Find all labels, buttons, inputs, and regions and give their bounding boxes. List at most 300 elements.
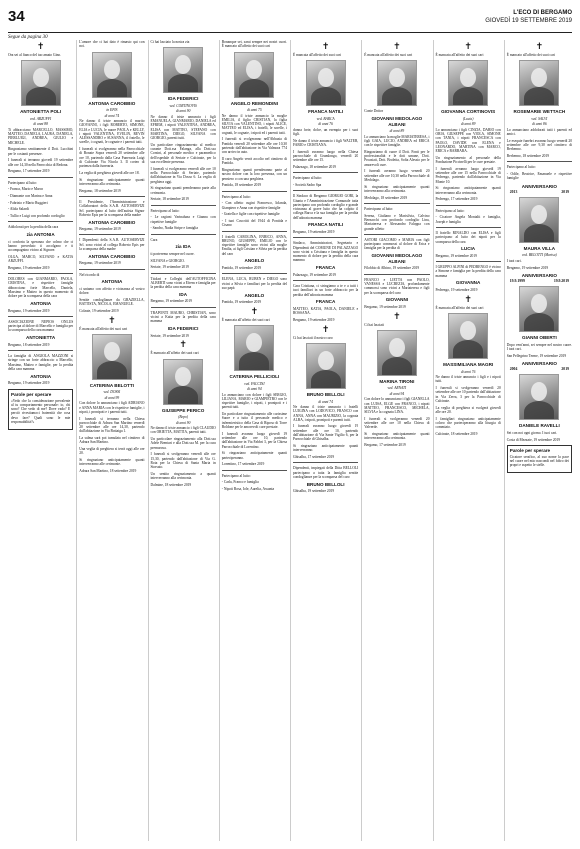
deceased-name: ANTONIA <box>101 279 123 285</box>
notice-text: Bergamo, 19 settembre 2019 <box>293 230 335 234</box>
name-detail: ved. FACCINI <box>244 381 265 386</box>
portrait-photo <box>234 52 274 98</box>
notice-text: La famiglia di ANGIOLA MAZZONI si stringe con un forte abbraccio a Marcello, Massimo, Matteo e famiglie, per la perdita della cara mamma <box>8 354 74 371</box>
box-text: Cicatore serafico, al suo nome la pace nel cuore nel mio nascondi nel foltro dei propri e aspetto le stelle. <box>509 454 569 468</box>
cross-icon: ✝ <box>393 42 401 52</box>
anniversary-years <box>507 190 572 194</box>
notice-text: - Fabrizio e Mario Ruggieri <box>8 200 48 205</box>
portrait-photo <box>377 60 417 106</box>
notice-text: La salma sarà poi tumulata nel cimitero di Adrara San Martino. <box>79 436 145 445</box>
notice-text: San Pellegrino Terme, 19 settembre 2019 <box>506 353 567 358</box>
divider <box>222 191 287 192</box>
deceased-name: IDA <box>179 291 188 297</box>
cross-icon: ✝ <box>464 42 472 52</box>
deceased-name: FRANCA <box>315 265 336 271</box>
divider <box>79 269 144 270</box>
divider <box>364 203 429 204</box>
cross-icon: ✝ <box>108 315 116 326</box>
divider <box>293 280 358 281</box>
notice-text: Bergamo, 18 settembre 2019 <box>8 342 50 347</box>
name-detail: di anni 86 <box>532 122 547 127</box>
divider <box>364 274 429 275</box>
notice-text: Cara Cristiana, ci stringiamo a te e a tutti i tuoi familiari in un forte abbraccio per la perdita dell'adorata mamma <box>293 284 359 297</box>
notice-text: Ne danno il triste annuncio i figli CLAUDIO con ORIETTA, MATTIA, parenti tutti. <box>150 425 216 435</box>
notice-text: - Cicatore Angela Montalti e famiglia, Joseph e famiglia <box>435 215 501 224</box>
notice-text: Pontida, 18 settembre 2019 <box>221 183 262 188</box>
deceased-name: CATERINA PELLICIOLI <box>229 374 280 380</box>
newspaper-name: L'ECO DI BERGAMO <box>513 10 572 16</box>
name-detail: ved. ARZUFFI <box>29 116 52 121</box>
name-detail: di anni 88 <box>33 122 48 127</box>
cross-icon: ✝ <box>464 294 472 305</box>
notice-text: Lo annunciano con dolore i figli SERGIO, LILIANA, MARIO e GIAMPIETRO con le rispettive famiglie, i nipoti, i pronipoti e i parenti tutti. <box>221 392 287 410</box>
column-8 <box>504 40 572 841</box>
name-detail: di anni 90 <box>175 109 191 114</box>
name-detail: ved. ARNATI <box>387 386 407 391</box>
notice-text: È mancata all'affetto dei suoi cari <box>435 305 484 310</box>
notice-text: Nel ricordo di <box>79 272 100 277</box>
column-6 <box>361 40 429 841</box>
notice-text: - Le ragioni Varinaluna e Gianna con rispettive famiglie <box>150 215 216 224</box>
notice-text: Titolari e Colleghi dell'AUTOFFICINA ALBERTI sono vicini a Efrem e famiglia per la perdita della cara mamma <box>150 276 216 290</box>
notice-text: Si ringraziano anticipatamente quanti interverranno alla cerimonia. <box>435 186 501 195</box>
notice-text: - Sandro, Nadia Stripe e famiglia <box>150 226 199 231</box>
notice-text: Sindaco, Amministratori, Segretario e Dipendenti del COMUNE DI PALAZZAGO sono vicini a Cristiana e famiglia in questo momento di dolore per la perdita della cara mamma <box>293 241 359 263</box>
notice-text: - Società Sadro Spa <box>293 182 322 187</box>
divider <box>79 234 144 235</box>
notice-text: È mancata all'affetto dei suoi cari <box>435 53 484 57</box>
deceased-name: ANGELO REMONDINI <box>230 100 278 106</box>
notice-text: Un ringraziamento al personale della Fondazione Piccinelli per le cure prestate. <box>435 155 501 165</box>
notice-text: - Nipoti Rosa, Iole, Aurelia, Assunta <box>221 486 275 491</box>
notice-text: Ci hai lasciato la nostra zia <box>150 40 190 44</box>
deceased-name: MARINA TIRONI <box>379 378 415 384</box>
notice-text: I funerali avranno luogo giovedì 19 settembre alle ore 15 nella Parrocchiale di Pedrengo, partendo dall'abitazione in Via Monte 10. <box>435 166 501 184</box>
divider <box>151 307 216 308</box>
notice-text: Adrara San Martino, 18 settembre 2019 <box>79 469 137 474</box>
notice-text: ASSOCIAZIONE NEPIOS ONLUS partecipa al dolore di Marcello e famiglia per la scomparsa della cara mamma <box>8 319 74 333</box>
notice-text: I funerali si svolgeranno nella Parrocchiale di Bonate Sopra venerdì 20 settembre alle ore 10, partendo dalla Casa Funeraria Luigi di Calcinate Via Nicola 3. Il corteo di partenza dalla funeraria. <box>79 147 145 169</box>
notice-text: Ringraziamo sentitamente il Dott. Lucchini per le costanti presenze. <box>8 147 74 156</box>
portrait-photo <box>519 286 559 332</box>
deceased-name: BRUNO BELLOLI <box>306 481 345 487</box>
notice-text: Partecipano al lutto: <box>364 207 394 211</box>
notice-text: Partecipano al lutto: <box>8 180 37 185</box>
notice-text: Serena, Giuliano e Marisilvia, Calvino Bernacchi con profondo cordoglio Lina, Mariateresa e Alessandro Faloppa con grande affetto <box>364 213 430 231</box>
box-text: «Vedo che la considerazione prevalente al tu comportamento personale: io, chi sono? Che vedo di me? Dove vado? E perciò rivestiamoci fraternità che cosa devo fare? Quali sono le mie responsabilità?» <box>11 398 71 425</box>
anniversary-heading: ANNIVERSARIO <box>521 361 557 366</box>
name-detail: ved. BELOTTI (Marisa) <box>522 253 557 258</box>
notice-text: - Alida Salardi <box>8 207 29 212</box>
name-detail: ved. BARCA <box>316 116 335 121</box>
deceased-name: ANTONIA <box>30 373 52 379</box>
notice-text: Ghisalba, 17 settembre 2019 <box>293 455 335 460</box>
notice-text: I funerali si terranno giovedì 19 settembre alle ore 14,30 nella Parrocchia di Redona. <box>8 158 74 167</box>
notice-text: ELENA, LUCA, RUBEN e DIEGO sono vicini a Silvia e familiari per la perdita del suo papà <box>221 277 287 290</box>
notice-text: Dalmine, 18 settembre 2019 <box>150 482 192 487</box>
notice-text: Seriate, 18 settembre 2019 <box>150 197 189 202</box>
notice-text: Ora sei al fianco del tuo amato Gino. <box>8 53 62 57</box>
parole-per-sperare-box <box>507 445 572 473</box>
name-detail: (Lucia) <box>462 116 474 121</box>
portrait-photo <box>163 359 203 405</box>
notice-text: FRANCO e LIETTA con PAOLO, VANESSA e LUCREZIA, profondamente commossi sono vicini a Mariateresa e figli per la scomparsa del caro <box>364 277 430 295</box>
notice-text: I funerali si svolgeranno nell'Abbazia di Pontida venerdì 20 settembre alle ore 10,30 partendo dall'abitazione in Via Valmora 774 con arrivo in auto. <box>221 137 287 155</box>
notice-text: Ne danno il triste annuncio il marito GIOVANNI, i figli ROBERTO, SIMONE, ELIA e LUCIA, le nuore PAOLA e KELLY, i nipoti VALENTINA, EVELIN, REVIN ALESSANDRO e SUSANNA, il fratello, le sorelle, i cognati, le cognate e i parenti tutti. <box>79 119 145 145</box>
notice-text: Colzate, 19 settembre 2019 <box>79 308 119 313</box>
deceased-name: GIOVANNI <box>385 297 409 303</box>
divider <box>293 190 358 191</box>
notice-text: Medolago, 18 settembre 2019 <box>364 195 408 200</box>
notice-text: Le esequie funebri avranno luogo venerdì 20 settembre alle ore 9,30 nel cimitero di Berbenno. <box>506 138 572 152</box>
notice-text: È mancata all'affetto dei suoi cari <box>364 53 413 57</box>
notice-text: Conte Dottor <box>364 109 384 114</box>
notice-text: Calcinate, 18 settembre 2019 <box>435 431 478 436</box>
notice-text: Bergamo, 18 settembre 2019 <box>79 188 121 193</box>
notice-text: È mancato all'affetto dei suoi cari <box>150 351 199 356</box>
notice-text: Ne danno il triste annuncio i fratelli LUIGINA con LODOVICO, FRANCO con ANNA, ANNA con MAURIZIO, la cognata ALBA, i nipoti, pronipoti e parenti tutti. <box>293 404 359 422</box>
notice-text: - Gratella e figlie con rispettive famiglie <box>221 212 280 217</box>
notice-text: MATTEO, KATIA, PAOLA, DANIELE e ROSSANA. <box>293 306 359 316</box>
deceased-name: GIOVANNI MEDOLAGO ALBANI <box>371 115 423 127</box>
portrait-photo <box>519 197 559 243</box>
name-detail: di anni 74 <box>104 113 120 118</box>
divider <box>8 316 73 317</box>
notice-text: I fratelli CAROLINA, ENRICO, ANNA, BRUNO, GIUSEPPE, EMILIO con le rispettive famiglie sono vicini alla moglie Emilia, ai figli Cristian e Silvia per la perdita del caro <box>221 234 287 256</box>
portrait-photo <box>448 60 488 106</box>
page-number: 34 <box>8 8 25 25</box>
divider <box>507 161 572 162</box>
deceased-name: ANGELO <box>244 258 265 264</box>
notice-text: I funerali avranno luogo giovedì 19 settembre alle ore 10, partendo dall'abitazione di Via Sante Vigilio 6, per la Parrocchiale di Ghisalba. <box>293 424 359 442</box>
name-detail: ved. DOSSI <box>103 390 121 395</box>
column-3 <box>148 40 216 841</box>
notice-text: Si ringraziano anticipatamente quanti parteciperanno. <box>221 451 287 460</box>
notice-text: Costa di Mezzate, 19 settembre 2019 <box>506 437 561 442</box>
notice-text: Ci hai lasciati il nostro caro <box>293 335 333 340</box>
notice-text: Bergamo, 19 settembre 2019 <box>293 317 335 322</box>
deceased-name: ANGELO <box>244 292 265 298</box>
deceased-name: MAURA VILLA <box>523 245 556 251</box>
column-1 <box>8 40 73 841</box>
notice-text: Seriate, 19 settembre 2019 <box>150 265 189 270</box>
cross-icon: ✝ <box>535 42 544 52</box>
notice-text: Con dolore lo annunciano i figli GIANELLA con LUISA, ELGE con FRANCO, i nipoti MATTEO, FRANCESCO, MICHELA, SILVIA e la cognata LINA. <box>364 397 430 415</box>
deceased-name: ROSEMARIE WETTACH <box>513 109 566 115</box>
deceased-name: IDA FEDERICI <box>167 325 199 331</box>
notice-text: Partecipano al lutto: <box>150 208 180 213</box>
name-detail: di anni 90 <box>175 420 191 425</box>
notice-text: OLGA, MARCO, SILVANO e KATIA ARZUFFI. <box>8 254 74 264</box>
notice-text: Partecipano al lutto: <box>506 165 536 170</box>
column-7 <box>433 40 501 841</box>
notice-text: Palazzago, 18 settembre 2019 <box>293 164 336 169</box>
notice-text: Il Presidente, l'Amministrazione e Collaboratori della S.A.B. AUTOSERVIZI Srl. partecipano al lutto dell'autista Signor Roberto Epis per la scomparsa della madre <box>79 200 145 217</box>
notice-text: Ne danno il triste annuncio i figli e i nipoti tutti. <box>435 375 501 384</box>
notice-text: - Con affetto cugini Francesco, Iolanda, Gianpiero e Anna con rispettive famiglie <box>221 201 287 210</box>
notice-text: Ghisalba, 19 settembre 2019 <box>293 489 335 494</box>
notice-text: Partecipano al lutto: <box>435 208 465 213</box>
notice-text: Lo annunciano addolorati tutti i parenti ed amici. <box>506 127 572 136</box>
name-detail: di anni 89 <box>389 129 405 134</box>
notice-text: Partecipano al lutto: <box>221 194 251 199</box>
deceased-name: GIOVANNA <box>455 280 481 286</box>
notice-text: È mancata all'affetto dei suoi cari <box>79 326 128 331</box>
notice-text: Ne danno il triste annuncio i figli EMANUELA, GIANMARIO, DANIELA ed EFREM, i nipoti VALENTINA, ANDREA, ELISA con MATTEO, STEFANO con MARTINA, DIEGO, SILVANA con GIORGIO, parenti tutti. <box>150 114 216 141</box>
notice-text: I GRUPPO ALPINI di PEDRENGO è vicino a Simone e famiglia per la perdita della cara mamma <box>435 265 501 278</box>
cross-icon: ✝ <box>321 42 330 52</box>
name-detail: in EPIS <box>106 108 118 113</box>
notice-text: Si ringraziano anticipatamente quanti interverranno alla cerimonia. <box>364 432 430 441</box>
portrait-photo <box>306 343 346 389</box>
notice-text: Il fratello RINALDO con ELISA e figli partecipano al lutto dei nipoti per la scomparsa della cara <box>435 231 501 244</box>
notice-text: Dipendenti, impiegati della Ditta BELLOLI partecipano a tutta la famiglia sentite condoglianze per la scomparsa del caro <box>293 466 359 479</box>
deceased-name: ANTONIA CAROBBIO <box>88 253 136 259</box>
notice-text: Una veglia di preghiera si terrà oggi alle ore 20. <box>79 447 145 456</box>
notice-text: ti porteremo sempre nel cuore. <box>150 251 195 256</box>
portrait-photo <box>92 52 132 98</box>
notice-text: DOLORES con GIANMARIO, PAOLA, CRISTINA, e rispettive famiglie abbracciano forte Marcello, Daniela, Massimo e Matteo in questo momento di dolore per la scomparsa della cara <box>8 277 74 299</box>
notice-text: Ne danno il triste annuncio la moglie EMILIA, il figlio CRISTIAN, la figlia SILVIA con VALENTINO, i nipoti ALICE, MATTEO ed ELISA, i fratelli, le sorelle, i cognati, le cognate, i nipoti ed i parenti tutti. <box>221 113 287 135</box>
divider <box>364 234 429 235</box>
cross-icon: ✝ <box>179 340 187 351</box>
name-detail: (Bepo) <box>178 415 189 420</box>
divider <box>436 227 501 228</box>
portrait-photo <box>519 60 559 106</box>
divider <box>436 205 501 206</box>
notice-text: I Dipendenti della S.A.B. AUTOSERVIZI Srl. sono vicini al collega Roberto Epis per la scomparsa della madre <box>79 238 145 252</box>
notice-text: Bergamo, 19 settembre 2019 <box>8 308 50 313</box>
continued-from: Segue da pagina 30 <box>8 35 48 40</box>
divider <box>151 273 216 274</box>
cross-icon: ✝ <box>321 324 330 335</box>
notice-text: Un sentito ringraziamento a quanti interverranno alla cerimonia. <box>150 471 216 481</box>
portrait-photo <box>306 60 346 106</box>
notice-text: Cara <box>150 237 158 242</box>
deceased-name: DANIELE RAVELLI <box>519 423 560 429</box>
notice-text: Sei con noi ogni giorno. I tuoi cari. <box>506 430 558 435</box>
anniversary-years <box>507 279 572 283</box>
year-start: 2004 <box>509 367 518 371</box>
deceased-name: BRUNO BELLOLI <box>306 391 345 397</box>
year-start: 19.9.1999 <box>509 278 525 283</box>
notice-text: L'amore che ci hai dato è rimasto qui con noi. <box>79 40 145 49</box>
name-detail: di anni 76 <box>460 369 476 374</box>
notice-text: È mancata all'affetto dei suoi cari <box>221 317 270 322</box>
divider <box>8 273 73 274</box>
divider <box>222 273 287 274</box>
notice-text: I funerali avranno luogo nella Chiesa parrocchiale di Grumlongo, venerdì 20 settembre alle ore 15. <box>293 149 359 163</box>
deceased-name: FRANCA NATILI <box>308 109 344 115</box>
deceased-name: ANTONIA <box>30 301 52 306</box>
notice-text: Bergamo, 19 settembre 2019 <box>79 261 121 266</box>
portrait-photo <box>163 47 203 93</box>
divider <box>293 462 358 463</box>
notice-text: Si ringraziano quanti prenderanno parte alla cerimonia. <box>150 186 216 195</box>
notice-text: Ci hai lasciati <box>364 322 385 327</box>
deceased-name: zia IDA <box>175 244 191 250</box>
notice-text: Bergamo, 17 settembre 2019 <box>8 169 50 174</box>
column-5 <box>290 40 358 841</box>
notice-text: - Franca, Mario e Marco <box>8 187 44 192</box>
notice-text: È mancato all'affetto dei suoi cari <box>506 53 555 57</box>
deceased-name: ANTONIA CAROBBIO <box>88 100 136 106</box>
deceased-name: MASSIMILIANA MAGRI <box>443 362 494 368</box>
notice-text: Bergamo, 19 settembre 2019 <box>506 265 549 270</box>
deceased-name: zia ANTONIA <box>26 231 55 237</box>
notice-text: Bergamo, 19 settembre 2019 <box>8 381 50 386</box>
notice-text: Un particolare ringraziamento al medico curante Dott.ssa Falanga, alla Dott.ssa Corsini, al personale medico e paramedico dell'ospedale di Seriate e Calcinate, per la sua eccellente presenza. <box>150 142 216 165</box>
cross-icon: ✝ <box>250 306 259 317</box>
notice-text: Sentite condoglianze da GRAZIELLA, BATTISTA, NICOLA, EMANUELE. <box>79 297 145 307</box>
notice-text: Palazzago, 19 settembre 2019 <box>293 272 336 277</box>
divider <box>8 177 73 178</box>
anniversary-heading: ANNIVERSARIO <box>521 272 557 278</box>
year-end: 2019 <box>561 367 569 371</box>
notice-text: SILVANA e GIORGIO. <box>150 258 185 263</box>
notice-text: Pontida, 19 settembre 2019 <box>221 266 262 271</box>
anniversary-years <box>507 367 572 371</box>
notice-text: Bonanque sei, sarai sempre nei nostri cuori. È mancato all'affetto dei suoi cari <box>221 40 287 49</box>
notice-text: Seriate, 19 settembre 2019 <box>150 333 189 338</box>
deceased-name: ANTONIETTA <box>26 335 56 341</box>
notice-text: Pedrengo, 19 settembre 2019 <box>435 288 478 293</box>
notice-text: Bergamo, 19 settembre 2019 <box>364 304 406 309</box>
notice-text: Dopo vent'anni, sei sempre nel nostro cuore. I tuoi cari. <box>506 342 572 352</box>
deceased-name: GIOVANNI MEDOLAGO ALBANI <box>371 253 423 264</box>
notice-text: I famigliari ringraziano anticipatamente coloro che parteciperanno alla liturgia di commiato. <box>435 416 501 430</box>
name-detail: ved. SALVI <box>531 116 548 121</box>
page-header <box>8 6 572 33</box>
name-detail: di anni 94 <box>389 391 405 396</box>
notice-text: Ringraziamo di cuore il Dott. Fonti per le professionalità e le doti umane, Dott. Proasiati, Dott. Broletta, Sofia Alessio per le amorevoli cure. <box>364 149 430 167</box>
divider <box>222 470 287 471</box>
notice-text: Con dolore lo annunciano i figli ADRIANO e ANNA MARIA con le rispettive famiglie, i nipoti, i pronipoti e i parenti tutti. <box>79 401 145 414</box>
notice-text: Lo annunciano la moglie MARIATERESA, i figli GAIA, LUCIO, ANDREA ed ERICA con le rispettive famiglie. <box>364 134 430 148</box>
newspaper-masthead <box>485 9 572 25</box>
notice-text: Berbenno, 18 settembre 2019 <box>506 153 550 158</box>
notice-text: Lo annunciano i figli CINZIA, DARIO con ORIA, GIUSEPPE con VIOLA, SIMONE con TANIA, i nipoti FRANCESCA con PAOLO, DAVIDE con ELENA e LEONARDO, MARTINA con MARCO, ERICA e BARBARA. <box>435 127 501 154</box>
divider <box>151 205 216 206</box>
divider <box>293 237 358 238</box>
notice-text: I funerali si svolgeranno venerdì 20 settembre alle ore 10 partendo dall'abitazione in Via Zerra, 3 per la Parrocchiale di Calcinate. <box>435 386 501 403</box>
notice-text: I funerali avranno luogo venerdì 20 settembre alle ore 10,30 nella Parrocchiale di Medolago. <box>364 169 430 183</box>
notice-text: Un particolare ringraziamento alla Dott.ssa Adele Brentari e alla Dott.ssa M. per la cura premurosa. <box>150 436 216 450</box>
notice-text: Bergamo, 17 settembre 2019 <box>364 443 406 448</box>
notice-text: Pontida, 19 settembre 2019 <box>221 300 262 305</box>
notice-text: Pedrengo, 17 settembre 2019 <box>435 197 478 202</box>
notice-text: I funerali si svolgeranno venerdì alle ore 10 nella Parrocchiale di Seriate, partendo dall'abitazione in Via Dosso 6. La veglia di preghiera oggi. <box>150 166 216 184</box>
portrait-photo <box>92 334 132 380</box>
portrait-photo <box>234 325 274 371</box>
notice-text: Bergamo, 19 settembre 2019 <box>8 265 50 270</box>
divider <box>151 234 216 235</box>
portrait-photo <box>519 374 559 420</box>
portrait-photo <box>21 60 61 106</box>
deceased-name: LUCIA <box>461 246 476 252</box>
notice-text: Ne danno il triste annuncio i figli WALTER, FABIO e CRISTIANA. <box>293 138 359 147</box>
notice-text: - Odile, Beatrice, Emanuele e rispettive famiglie <box>506 171 572 181</box>
name-detail: di anni 74 <box>318 399 333 404</box>
notice-text: Lorentino, 17 settembre 2019 <box>221 462 265 467</box>
divider <box>436 261 501 262</box>
notice-text: Partecipano al lutto: <box>293 176 322 181</box>
name-detail: di anni 76 <box>318 122 333 127</box>
notice-text: Si ringraziano anticipatamente quanti interverranno alla cerimonia. <box>79 177 145 187</box>
notice-text: Il Sindaco di Bergamo GIORGIO GORI, la Giunta e l'Amministrazione Comunale tutta partecipano con profondo cordoglio e grande vicinanza al grave lutto che ha colpito il collega Barca e la sua famiglia per la perdita dell'adorata mamma <box>293 194 359 220</box>
box-title: Parole per sperare <box>11 391 52 397</box>
notice-text: donna forte, dolce, un esempio per i suoi figli. <box>293 127 359 136</box>
deceased-name: GIUSEPPE PERICO <box>161 407 205 413</box>
deceased-name: CATERINA BELOTTI <box>89 382 134 388</box>
name-detail: di anni 89 <box>460 122 476 127</box>
notice-text: - I tuoi Coscritti del 1944 di Pontida e Cisano <box>221 218 287 228</box>
notice-text: Si ringraziano anticipatamente quanti interverranno alla cerimonia. <box>364 184 430 194</box>
divider <box>293 172 358 173</box>
notice-text: Un particolare ringraziamento alle carissime Suore e a tutto il personale medico e infermieristico della Casa di Riposo di Torre Boldone per le amorevoli cure prestate. <box>221 412 287 430</box>
deceased-name: GIOVANNA CORTINOVIS <box>441 109 496 115</box>
deceased-name: FRANCA NATILI <box>308 222 344 228</box>
deceased-name: GIANNI OBERTI <box>522 335 557 341</box>
name-detail: di anni 75 <box>247 108 262 113</box>
cross-icon: ✝ <box>36 42 45 52</box>
obituary-columns <box>8 40 572 841</box>
portrait-photo <box>448 313 488 359</box>
cross-icon: ✝ <box>393 311 401 322</box>
notice-text: Si ringraziano anticipatamente quanti interverranno. <box>293 444 359 453</box>
portrait-photo <box>377 330 417 376</box>
notice-text: - Carla, Franco e famiglia <box>221 480 259 485</box>
notice-text: Bergamo, 19 settembre 2019 <box>435 253 477 258</box>
notice-text: ci conforta la speranza che colmo che ci hanno preceduto ti accolgano e ti accompagnino vicino al Signore. <box>8 239 74 253</box>
notice-text: Bergamo, 19 settembre 2019 <box>79 227 121 232</box>
deceased-name: ANTONIA CAROBBIO <box>88 219 136 225</box>
divider <box>8 350 73 351</box>
notice-text: I funerali avranno luogo giovedì 19 settembre alle ore 10, partendo dall'abitazione in Via Fabbri 3, per la Chiesa Parrocchiale di Lorentino. <box>221 431 287 449</box>
notice-text: Si ringraziano anticipatamente quanti interverranno alle cerimonie. <box>79 458 145 467</box>
notice-text: Partecipano al lutto: <box>221 473 251 478</box>
divider <box>79 196 144 197</box>
year-start: 2013 <box>509 189 518 194</box>
notice-text: Filobbio di Albino, 19 settembre 2019 <box>364 266 420 271</box>
notice-text: Ringraziamo quanti prenderanno parte al nostro dolore con la loro presenza, con un pensiero o con una preghiera. <box>221 168 287 181</box>
column-4 <box>219 40 287 841</box>
notice-text: I funerali si svolgeranno venerdì 20 settembre alle ore 10 nella Chiesa di Valverde. <box>364 416 430 430</box>
column-2 <box>76 40 144 841</box>
notice-text: La veglia di preghiera giovedì alle ore 18. <box>79 171 140 176</box>
notice-text: È mancata all'affetto dei suoi cari <box>293 53 341 57</box>
notice-text: La veglia di preghiera si svolgerà giovedì alle ore 20. <box>435 405 501 414</box>
notice-text: I funerali si svolgeranno venerdì alle ore 15,30, partendo dall'abitazione di Via G. Rota per la Chiesa di Santa Maria in Storsato. <box>150 452 216 470</box>
notice-text: Ti abbracciano MARCELLO, MASSIMO, MATTEO, DANIELA, LAURA, DANIELA, PIERLUIGI, ANDREA, GIULIO e MICHELE. <box>8 127 74 145</box>
notice-text: - Diamante con Marina e Anna <box>8 193 53 198</box>
notice-text: Bergamo, 19 settembre 2019 <box>150 299 192 304</box>
issue-date: GIOVEDÌ 19 SETTEMBRE 2019 <box>485 18 572 24</box>
anniversary-heading: ANNIVERSARIO <box>521 183 557 189</box>
name-detail: di anni 99 <box>104 395 120 400</box>
notice-text: I funerali si terranno nella Chiesa parrocchiale di Adrara San Martino venerdì 20 settembre alle ore 14,30, partendo dall'abitazione in Via Bottaiga 1. <box>79 416 145 434</box>
year-end: 19.9.2019 <box>553 278 569 283</box>
notice-text: - Tullio e Luigi con profondo cordoglio <box>8 213 65 218</box>
box-title: Parole per sperare <box>509 447 551 453</box>
deceased-name: FRANCA <box>315 299 336 305</box>
deceased-name: IDA FEDERICI <box>167 96 199 102</box>
divider <box>222 231 287 232</box>
notice-text: ci uniamo con affetto e vicinanza al vostro dolore. <box>79 286 145 296</box>
notice-text: ASTORI GIACOMO e MARIA con figli partecipano commossi al dolore di Erica e famiglia per la perdita di <box>364 237 430 251</box>
notice-text: Il caro Angelo verrà accolto nel cimitero di Pontida. <box>221 157 287 166</box>
notice-text: TRAPONTI MAURO, CHRISTIAN, sono vicini a Katia per la perdita della cara mamma <box>150 310 216 324</box>
